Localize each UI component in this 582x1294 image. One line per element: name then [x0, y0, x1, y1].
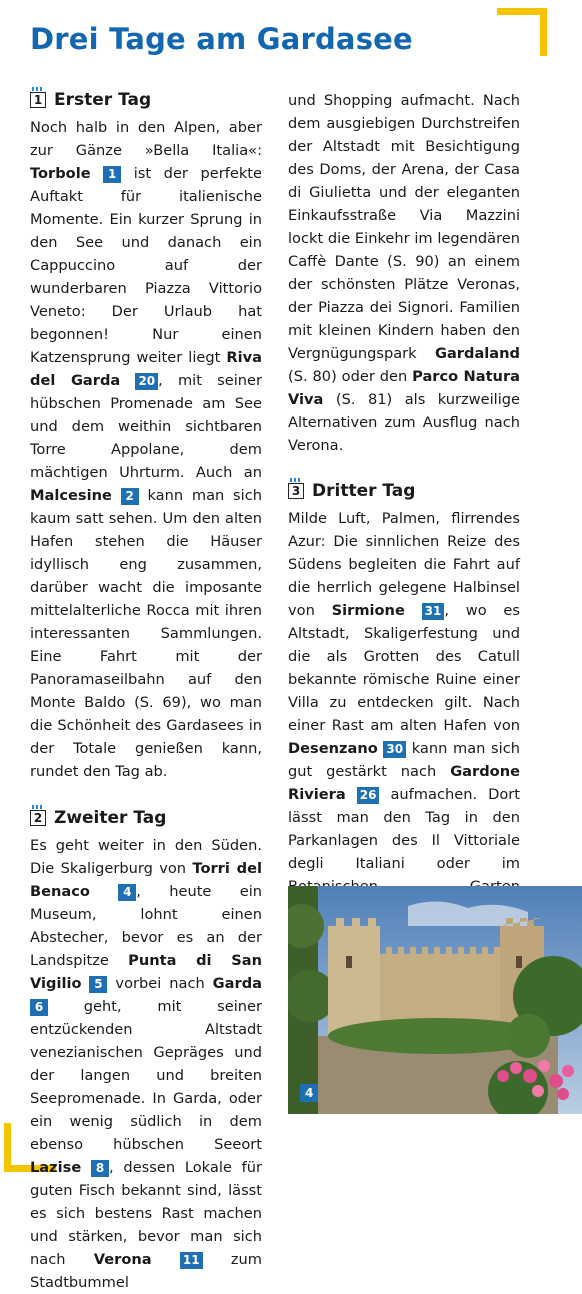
day2-heading-text: Zweiter Tag [54, 807, 167, 828]
map-number-badge: 5 [89, 976, 107, 993]
column-right [288, 89, 520, 921]
map-number-badge: 6 [30, 999, 48, 1016]
place-lazise: Lazise [30, 1159, 82, 1176]
calendar-icon: 1 [30, 92, 46, 108]
map-number-badge: 1 [103, 166, 121, 183]
map-number-badge: 2 [121, 488, 139, 505]
map-number-badge: 20 [135, 373, 158, 390]
day2-heading [30, 806, 262, 830]
day1-text: Noch halb in den Alpen, aber zur Gänze »Bella Italia«: Torbole 1 ist der perfekte Auftakt für italienische Momente. Ein kurzer Sprung in den See und danach ein Cappuccino auf der wunderbaren Piazza Vittorio Veneto: Der Urlaub hat begonnen! Nur einen Katzensprung weiter liegt Riva del Garda 20 , mit seiner hübschen Promenade am See und dem weithin sichtbaren Torre Appolane, dem mächtigen Uhrturm. Auch an Malcesine 2 kann man sich kaum satt sehen. Um den alten Hafen stehen die Häuser idyllisch eng zusammen, darüber wacht die imposante mittelalterliche Rocca mit ihren interessanten Sammlungen. Eine Fahrt mit der Panoramaseilbahn auf den Monte Baldo (S. 69), wo man die Schönheit des Gardasees in der Totale genießen kann, rundet den Tag ab. [30, 119, 262, 780]
column-left [30, 88, 262, 1294]
calendar-icon: 2 [30, 810, 46, 826]
day3-heading-text: Dritter Tag [312, 480, 416, 501]
place-desenzano: Desenzano [288, 740, 378, 757]
place-torri-del-benaco: Torri del Benaco [30, 860, 262, 900]
place-torbole: Torbole [30, 165, 91, 182]
map-number-badge: 30 [383, 741, 406, 758]
map-number-badge: 4 [118, 884, 136, 901]
corner-accent-top-right [497, 8, 547, 56]
day3-text: Milde Luft, Palmen, flirrendes Azur: Die sinnlichen Reize des Südens begleiten die Fahrt auf die herrlich gelegene Halbinsel von Sirmione 31 , wo es Altstadt, Skaligerfestung und die als Grotten des Catull bekannte römische Ruine einer Villa zu entdecken gilt. Nach einer Rast am alten Hafen von Desenzano 30 kann man sich gut gestärkt nach Gardone Riviera 26 aufmachen. Dort lässt man den Tag in den Parkanlagen des Il Vittoriale degli Italiani oder im [288, 510, 521, 872]
day1-heading-text: Erster Tag [54, 89, 152, 110]
place-parco-natura-viva: Parco Natura Viva [288, 368, 520, 408]
page-title: Drei Tage am Gardasee [30, 22, 413, 56]
map-number-badge: 11 [180, 1252, 203, 1269]
day1-heading [30, 88, 262, 112]
photo-number-badge: 4 [300, 1084, 318, 1102]
place-gardone-riviera: Gardone Riviera [288, 763, 520, 803]
castle-photo [288, 886, 582, 1114]
calendar-icon: 3 [288, 483, 304, 499]
place-riva-del-garda: Riva del Garda [30, 349, 262, 389]
day2-text-continued: und Shopping aufmacht. Nach dem ausgiebigen Durchstreifen der Altstadt mit Besichtigung des Doms, der Arena, der Casa di Giulietta und der eleganten Einkaufsstraße Via Mazzini lockt die Einkehr im legendären Caffè Dante (S. 90) an einem der schönsten Plätze Veronas, der Piazza dei Signori. Familien mit kleinen Kindern haben den Vergnügungspark Gardaland (S. 80) oder den Parco Natura Viva (S. 81) als kurzweilige Alternativen zum Ausflug nach Verona. [288, 92, 520, 454]
map-number-badge: 26 [357, 787, 380, 804]
map-number-badge: 8 [91, 1160, 109, 1177]
place-verona: Verona [93, 1251, 152, 1268]
place-malcesine: Malcesine [30, 487, 112, 504]
day2-text: Es geht weiter in den Süden. Die Skaligerburg von Torri del Benaco 4 , heute ein Museum, lohnt einen Abstecher, bevor es an der Landspitze Punta di San Vigilio 5 vorbei nach Garda 6 geht, mit seiner entzückenden Altstadt venezianischen Gepräges und der langen und breiten Seepromenade. In Garda, oder ein wenig südlich in dem ebenso hübschen Seeort Lazise 8 , dessen Lokale für guten Fisch bekannt sind, lässt es sich bestens Rast machen und stärken, bevor man sich nach Verona 11 zum Stadtbummel [30, 837, 263, 1291]
place-punta-di-san-vigilio: Punta di San Vigilio [30, 952, 262, 992]
castle-illustration [288, 886, 582, 1114]
day3-heading [288, 479, 520, 503]
place-garda: Garda [212, 975, 262, 992]
place-gardaland: Gardaland [434, 345, 520, 362]
map-number-badge: 31 [422, 603, 445, 620]
place-sirmione: Sirmione [331, 602, 405, 619]
